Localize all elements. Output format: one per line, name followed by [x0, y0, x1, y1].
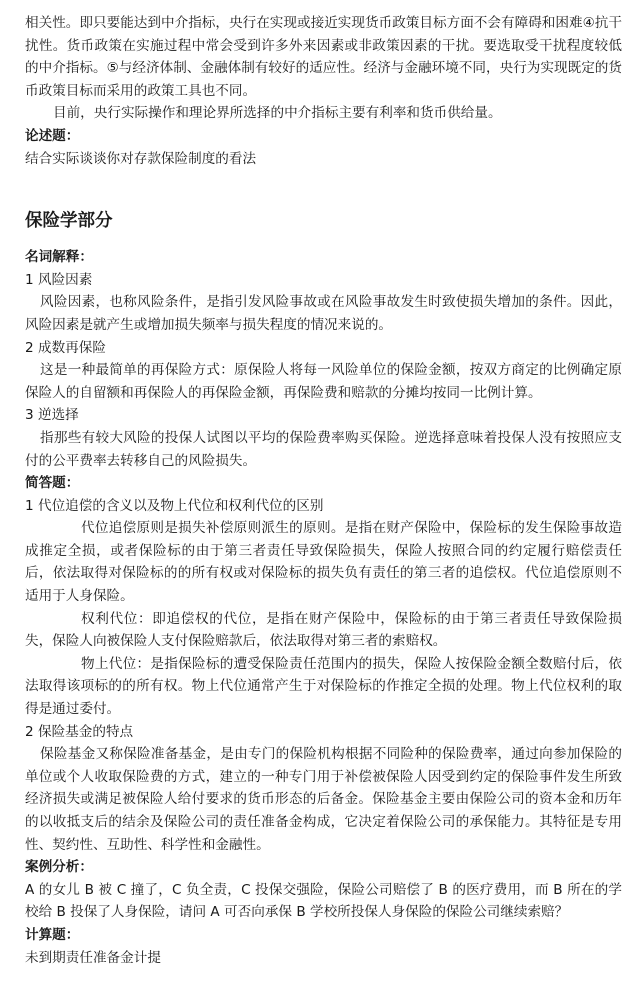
term-heading: 3 逆选择 [25, 407, 79, 424]
intro-paragraph-2: 目前，央行实际操作和理论界所选择的中介指标主要有利率和货币供给量。 [53, 105, 502, 122]
term-body: 风险因素，也称风险条件，是指引发风险事故或在风险事故发生时致使损失增加的条件。因此，风险因素是就产生或增加损失频率与损失程度的情况来说的。 [25, 294, 622, 333]
answer-paragraph: 保险基金又称保险准备基金，是由专门的保险机构根据不同险种的保险费率，通过向参加保险的单位或个人收取保险费的方式，建立的一种专门用于补偿被保险人因受到约定的保险事件发生所致经济损失或满足被保险人给付要求的货币形态的后备金。保险基金主要由保险公司的资本金和历年的以收抵支后的结余及保险公司的责任准备金构成，它决定着保险公司的承保能力。其特征是专用性、契约性、互助性、科学性和金融性。 [25, 746, 622, 853]
term-body: 这是一种最简单的再保险方式：原保险人将每一风险单位的保险金额，按双方商定的比例确定原保险人的自留额和再保险人的再保险金额，再保险费和赔款的分摊均按同一比例计算。 [25, 362, 622, 401]
question-heading: 2 保险基金的特点 [25, 723, 134, 740]
intro-paragraph-1: 相关性。即只要能达到中介指标，央行在实现或接近实现货币政策目标方面不会有障碍和困难④抗干扰性。货币政策在实施过程中常会受到许多外来因素或非政策因素的干扰。要选取受干扰程度较低的中介指标。⑤与经济体制、金融体制有较好的适应性。经济与金融环境不同，央行为实现既定的货币政策目标而采用的政策工具也不同。 [25, 15, 622, 99]
answer-paragraph: 代位追偿原则是损失补偿原则派生的原则。是指在财产保险中，保险标的发生保险事故造成推定全损，或者保险标的由于第三者责任导致保险损失，保险人按照合同的约定履行赔偿责任后，依法取得对保险标的的所有权或对保险标的损失负有责任的第三者的追偿权。代位追偿原则不适用于人身保险。 [25, 520, 622, 605]
answer-paragraph: 权利代位：即追偿权的代位，是指在财产保险中，保险标的由于第三者责任导致保险损失，保险人向被保险人支付保险赔款后，依法取得对第三者的索赔权。 [25, 610, 622, 650]
case-label: 案例分析： [25, 859, 93, 876]
answer-paragraph: 物上代位：是指保险标的遭受保险责任范围内的损失，保险人按保险金额全数赔付后，依法取得该项标的的所有权。物上代位通常产生于对保险标的作推定全损的处理。物上代位权利的取得是通过委付。 [25, 655, 622, 718]
term-body: 指那些有较大风险的投保人试图以平均的保险费率购买保险。逆选择意味着投保人没有按照应支付的公平费率去转移自己的风险损失。 [25, 429, 622, 469]
essay-label: 论述题： [25, 127, 80, 144]
term-heading: 1 风险因素 [25, 271, 93, 288]
section-title: 保险学部分 [25, 211, 113, 232]
calc-label: 计算题： [25, 926, 80, 943]
case-question: A 的女儿 B 被 C 撞了，C 负全责，C 投保交强险，保险公司赔偿了 B 的医疗费用，而 B 所在的学校给 B 投保了人身保险，请问 A 可否向承保 B 学校所投保人身保险的保险公司继续索赔？ [25, 881, 622, 921]
terms-label: 名词解释： [25, 249, 93, 266]
short-answer-label: 简答题： [25, 475, 80, 492]
question-heading: 1 代位追偿的含义以及物上代位和权利代位的区别 [25, 497, 324, 514]
term-heading: 2 成数再保险 [25, 339, 106, 356]
essay-question: 结合实际谈谈你对存款保险制度的看法 [25, 150, 257, 167]
calc-question: 未到期责任准备金计提 [25, 949, 161, 966]
